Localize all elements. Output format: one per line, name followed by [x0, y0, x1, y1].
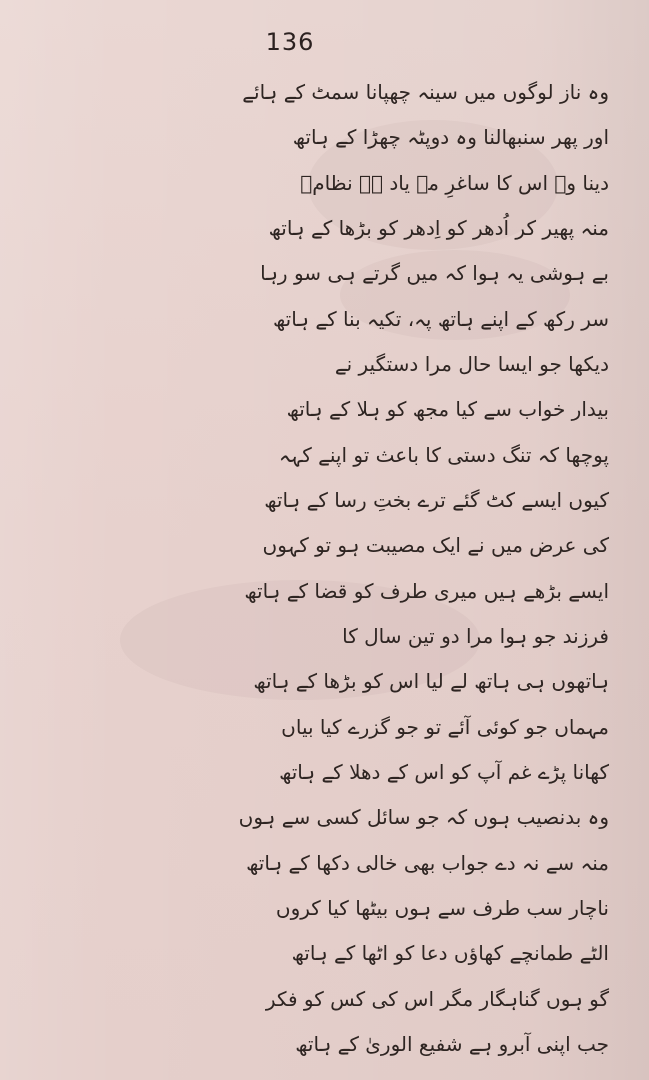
verse-line: بے ہوشی یہ ہوا کہ میں گرتے ہی سو رہا — [260, 261, 609, 285]
verse-line: کیوں ایسے کٹ گئے ترے بختِ رسا کے ہاتھ — [264, 488, 609, 512]
verse-line: جب اپنی آبرو ہے شفیع الوریٰ کے ہاتھ — [295, 1032, 609, 1056]
verse-line: وہ ناز لوگوں میں سینہ چھپانا سمٹ کے ہائے — [242, 80, 609, 104]
verse-line: ہاتھوں ہی ہاتھ لے لیا اس کو بڑھا کے ہاتھ — [253, 669, 609, 693]
verse-line: ناچار سب طرف سے ہوں بیٹھا کیا کروں — [275, 896, 609, 920]
verse-line: ایسے بڑھے ہیں میری طرف کو قضا کے ہاتھ — [244, 579, 609, 603]
verse-line: اور پھر سنبھالنا وہ دوپٹہ چھڑا کے ہاتھ — [292, 125, 609, 149]
verse-line: الٹے طمانچے کھاؤں دعا کو اٹھا کے ہاتھ — [291, 941, 609, 965]
verse-line: فرزند جو ہوا مرا دو تین سال کا — [342, 624, 609, 648]
verse-line: منہ سے نہ دے جواب بھی خالی دکھا کے ہاتھ — [246, 851, 609, 875]
verse-line: گو ہوں گناہگار مگر اس کی کس کو فکر — [265, 987, 609, 1011]
page-number: 136 — [265, 28, 315, 56]
verse-line: دینا وہ اس کا ساغرِ مے یاد ہے نظامؔ — [300, 171, 609, 195]
verse-line: بیدار خواب سے کیا مجھ کو ہلا کے ہاتھ — [286, 397, 609, 421]
verse-line: کھانا پڑے غم آپ کو اس کے دھلا کے ہاتھ — [279, 760, 609, 784]
verse-line: مہماں جو کوئی آئے تو جو گزرے کیا بیاں — [281, 715, 609, 739]
verse-line: منہ پھیر کر اُدھر کو اِدھر کو بڑھا کے ہاتھ — [268, 216, 609, 240]
verse-line: دیکھا جو ایسا حال مرا دستگیر نے — [334, 352, 609, 376]
verse-line: وہ بدنصیب ہوں کہ جو سائل کسی سے ہوں — [238, 805, 609, 829]
verse-line: کی عرض میں نے ایک مصیبت ہو تو کہوں — [262, 533, 609, 557]
verse-line: پوچھا کہ تنگ دستی کا باعث تو اپنے کہہ — [278, 443, 609, 467]
verse-line: سر رکھ کے اپنے ہاتھ پہ، تکیہ بنا کے ہاتھ — [272, 307, 609, 331]
